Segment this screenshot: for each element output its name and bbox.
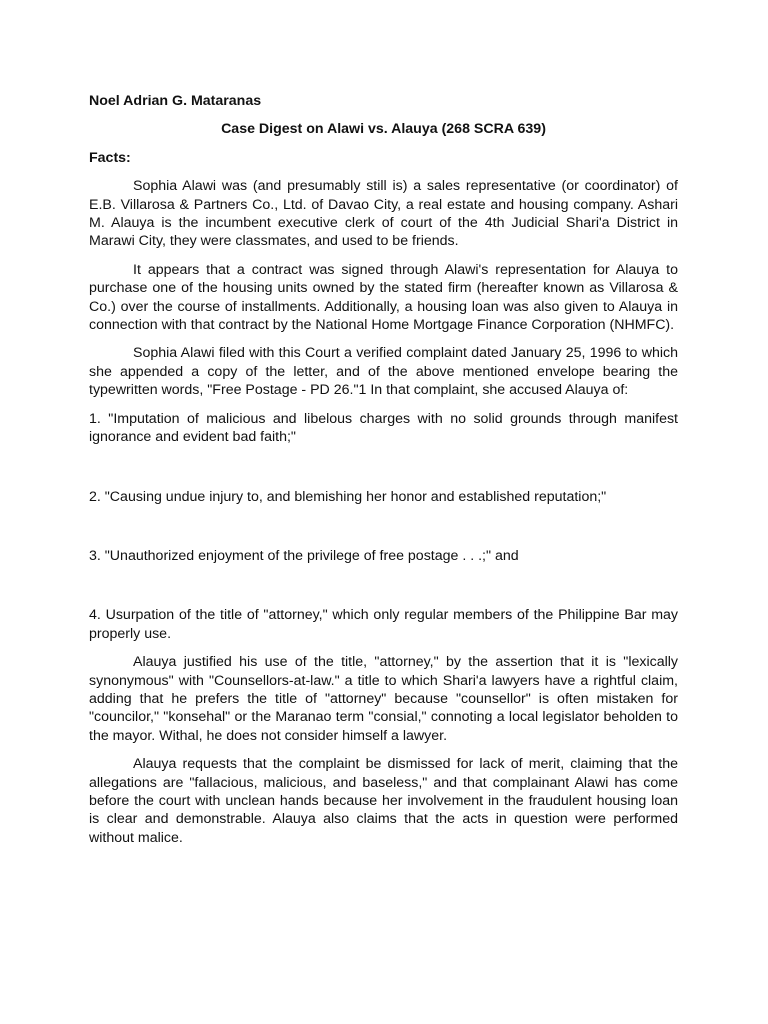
accusation-item-4: 4. Usurpation of the title of "attorney," which only regular members of the Philippine Bar may properly use. <box>89 607 678 642</box>
accusation-item-3: 3. "Unauthorized enjoyment of the privilege of free postage . . .;" and <box>89 547 519 564</box>
facts-heading: Facts: <box>89 149 131 166</box>
author-name: Noel Adrian G. Mataranas <box>89 93 262 109</box>
paragraph-complaint: Sophia Alawi filed with this Court a verified complaint dated January 25, 1996 to which she appended a copy of the letter, and of the above mentioned envelope bearing the typewritten words, "Free Postage - PD 26."1 In that complaint, she accused Alauya of: <box>89 345 678 399</box>
accusation-item-2: 2. "Causing undue injury to, and blemishing her honor and established reputation;" <box>89 488 607 505</box>
document-body <box>89 92 678 857</box>
paragraph-dismissal-request: Alauya requests that the complaint be dismissed for lack of merit, claiming that the allegations are "fallacious, malicious, and baseless," and that complainant Alawi has come before the court with unclean hands because her involvement in the fraudulent housing loan is clear and demonstrable. Alauya also claims that the acts in question were performed without malice. <box>89 756 678 846</box>
document-title: Case Digest on Alawi vs. Alauya (268 SCRA 639) <box>221 121 546 138</box>
accusation-item-1: 1. "Imputation of malicious and libelous charges with no solid grounds through manifest ignorance and evident bad faith;" <box>89 410 678 446</box>
paragraph-parties: Sophia Alawi was (and presumably still is) a sales representative (or coordinator) of E.B. Villarosa & Partners Co., Ltd. of Davao City, a real estate and housing company. Ashari M. Alauya is the incumbent executive clerk of court of the 4th Judicial Shari'a District in Marawi City, they were classmates, and used to be friends. <box>89 178 678 250</box>
paragraph-contract: It appears that a contract was signed through Alawi's representation for Alauya to purchase one of the housing units owned by the stated firm (hereafter known as Villarosa & Co.) over the course of installments. Additionally, a housing loan was also given to Alauya in connection with that contract by the National Home Mortgage Finance Corporation (NHMFC). <box>89 261 678 334</box>
paragraph-justification: Alauya justified his use of the title, "attorney," by the assertion that it is "lexically synonymous" with "Counsellors-at-law." a title to which Shari'a lawyers have a rightful claim, adding that he prefers the title of "attorney" because "counsellor" is often mistaken for "councilor," "konsehal" or the Maranao term "consial," connoting a local legislator beholden to the mayor. Withal, he does not consider himself a lawyer. <box>89 654 678 744</box>
